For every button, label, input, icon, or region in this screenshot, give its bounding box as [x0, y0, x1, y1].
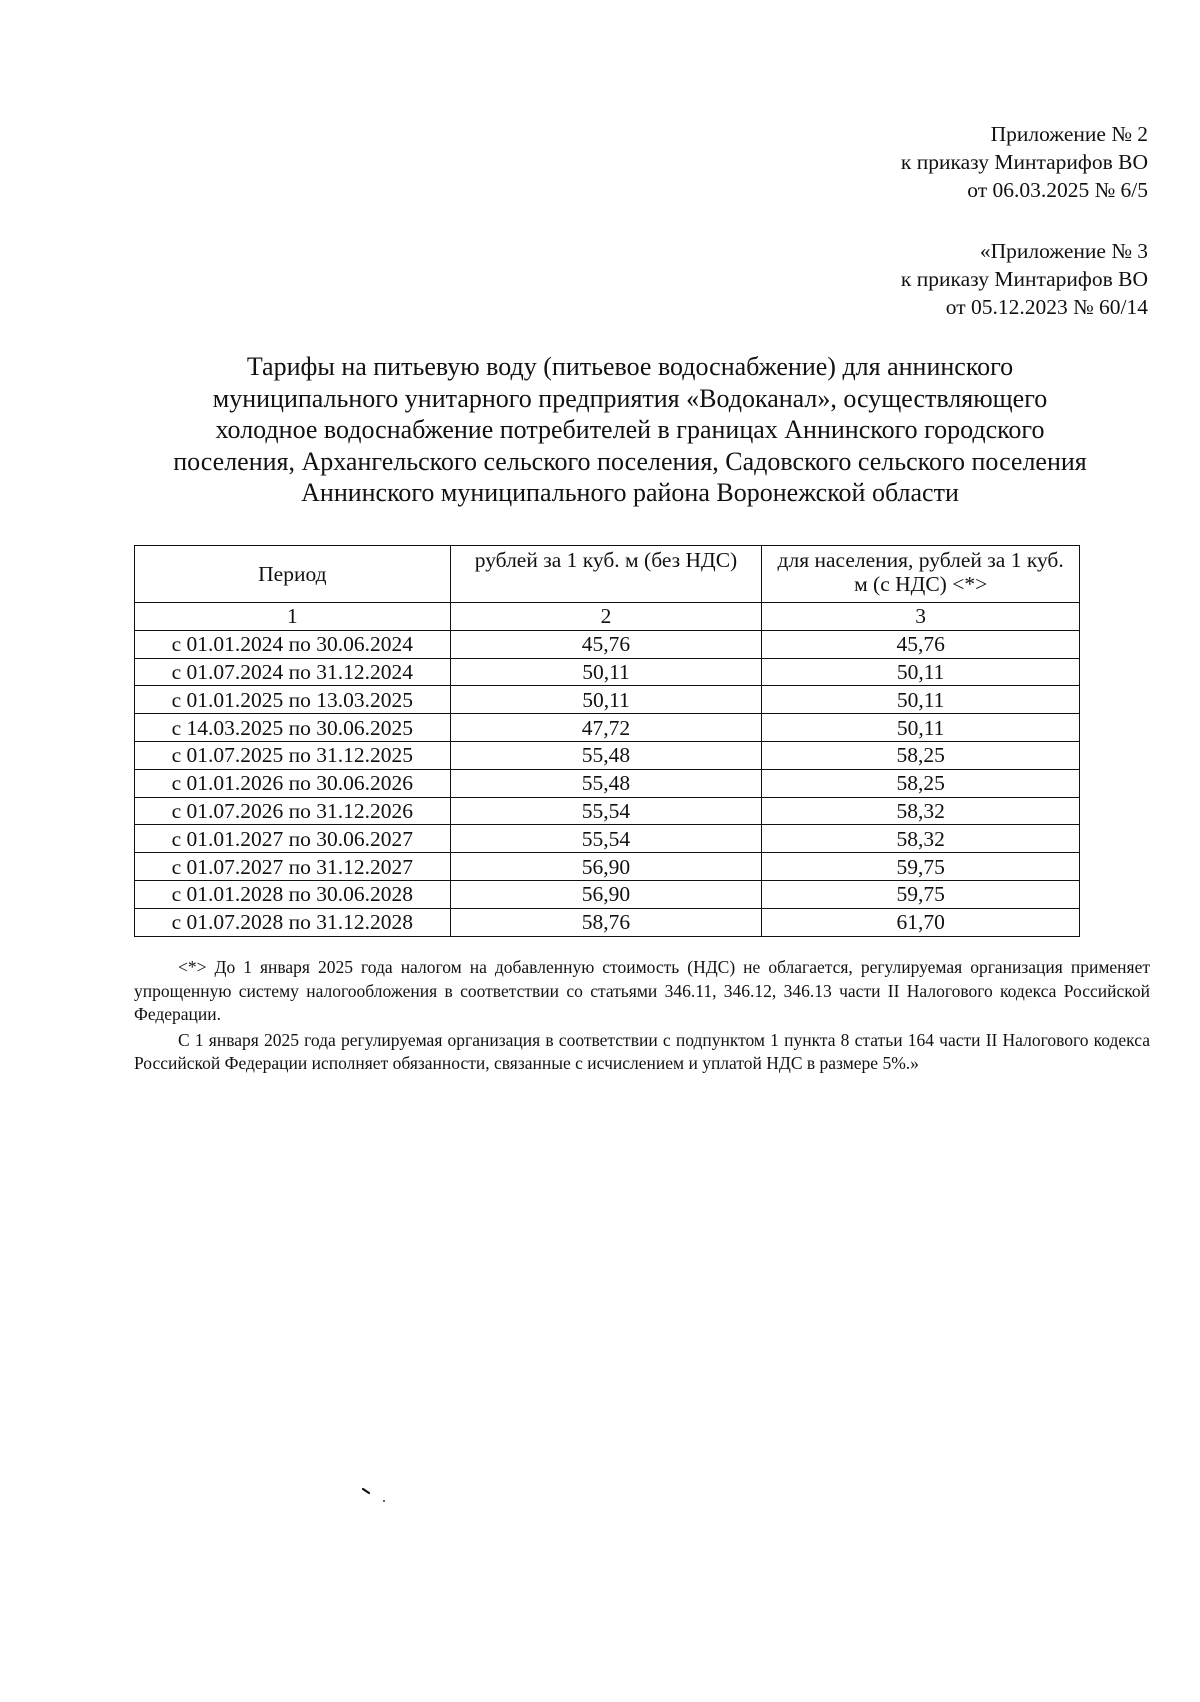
table-row — [135, 686, 1080, 714]
appendix-order-date: от 06.03.2025 № 6/5 — [967, 178, 1148, 202]
price-cell: 45,76 — [450, 630, 762, 658]
population-price-cell: 59,75 — [762, 880, 1080, 908]
population-price-cell: 50,11 — [762, 714, 1080, 742]
population-price-cell: 59,75 — [762, 853, 1080, 881]
footnotes — [134, 956, 1150, 1078]
population-price-cell: 61,70 — [762, 908, 1080, 936]
price-cell: 56,90 — [450, 853, 762, 881]
table-row — [135, 769, 1080, 797]
price-cell: 55,54 — [450, 825, 762, 853]
price-cell: 55,48 — [450, 769, 762, 797]
appendix-order-ref: к приказу Минтарифов ВО — [900, 150, 1148, 174]
title-line: Тарифы на питьевую воду (питьевое водоснабжение) для аннинского — [246, 352, 1014, 381]
footnote-vat-obligation: С 1 января 2025 года регулируемая организация в соответствии с подпунктом 1 пункта 8 статьи 164 части II Налогового кодекса Российской Федерации исполняет обязанности, связанные с исчислением и уплатой НДС в размере 5%.» — [134, 1029, 1150, 1073]
period-cell: с 01.07.2026 по 31.12.2026 — [135, 797, 451, 825]
population-price-cell: 58,32 — [762, 825, 1080, 853]
title-line: холодное водоснабжение потребителей в границах Аннинского городского — [215, 415, 1045, 444]
table-row — [135, 825, 1080, 853]
price-cell: 58,76 — [450, 908, 762, 936]
period-cell: с 01.01.2027 по 30.06.2027 — [135, 825, 451, 853]
population-price-cell: 50,11 — [762, 658, 1080, 686]
population-price-cell: 58,25 — [762, 769, 1080, 797]
period-cell: с 01.07.2027 по 31.12.2027 — [135, 853, 451, 881]
table-row — [135, 630, 1080, 658]
table-row — [135, 853, 1080, 881]
tariff-table — [134, 545, 1080, 937]
title-line: Аннинского муниципального района Воронежской области — [301, 478, 959, 507]
population-price-cell: 58,25 — [762, 741, 1080, 769]
column-number: 1 — [135, 603, 451, 631]
period-cell: с 01.01.2025 по 13.03.2025 — [135, 686, 451, 714]
header-period: Период — [135, 546, 451, 603]
population-price-cell: 50,11 — [762, 686, 1080, 714]
header-price-population-with-vat: для населения, рублей за 1 куб. м (с НДС) <*> — [762, 546, 1080, 603]
appendix-order-ref: к приказу Минтарифов ВО — [900, 267, 1148, 291]
period-cell: с 01.01.2024 по 30.06.2024 — [135, 630, 451, 658]
table-row — [135, 714, 1080, 742]
period-cell: с 01.07.2024 по 31.12.2024 — [135, 658, 451, 686]
price-cell: 55,48 — [450, 741, 762, 769]
period-cell: с 01.07.2028 по 31.12.2028 — [135, 908, 451, 936]
price-cell: 50,11 — [450, 686, 762, 714]
table-header-row — [135, 546, 1080, 603]
header-price-without-vat: рублей за 1 куб. м (без НДС) — [450, 546, 762, 603]
price-cell: 56,90 — [450, 880, 762, 908]
period-cell: с 01.01.2026 по 30.06.2026 — [135, 769, 451, 797]
title-line: поселения, Архангельского сельского поселения, Садовского сельского поселения — [173, 446, 1087, 476]
period-cell: с 14.03.2025 по 30.06.2025 — [135, 714, 451, 742]
period-cell: с 01.01.2028 по 30.06.2028 — [135, 880, 451, 908]
scan-specks — [360, 1487, 400, 1507]
price-cell: 55,54 — [450, 797, 762, 825]
appendix-number: Приложение № 2 — [990, 122, 1148, 146]
table-row — [135, 658, 1080, 686]
appendix-reference-current — [901, 120, 1148, 204]
column-number-row — [135, 603, 1080, 631]
table-row — [135, 741, 1080, 769]
table-row — [135, 797, 1080, 825]
footnote-vat-exemption: <*> До 1 января 2025 года налогом на добавленную стоимость (НДС) не облагается, регулируемая организация применяет упрощенную систему налогообложения в соответствии со статьями 346.11, 346.12, 346.13 части II Налогового кодекса Российской Федерации. — [134, 957, 1150, 1024]
appendix-reference-original — [901, 237, 1148, 321]
price-cell: 50,11 — [450, 658, 762, 686]
population-price-cell: 58,32 — [762, 797, 1080, 825]
document-title — [110, 351, 1150, 509]
title-line: муниципального унитарного предприятия «Водоканал», осуществляющего — [212, 383, 1048, 413]
column-number: 3 — [762, 603, 1080, 631]
table-row — [135, 908, 1080, 936]
population-price-cell: 45,76 — [762, 630, 1080, 658]
table-row — [135, 880, 1080, 908]
appendix-order-date: от 05.12.2023 № 60/14 — [945, 295, 1148, 319]
period-cell: с 01.07.2025 по 31.12.2025 — [135, 741, 451, 769]
appendix-number: «Приложение № 3 — [979, 239, 1148, 263]
price-cell: 47,72 — [450, 714, 762, 742]
column-number: 2 — [450, 603, 762, 631]
